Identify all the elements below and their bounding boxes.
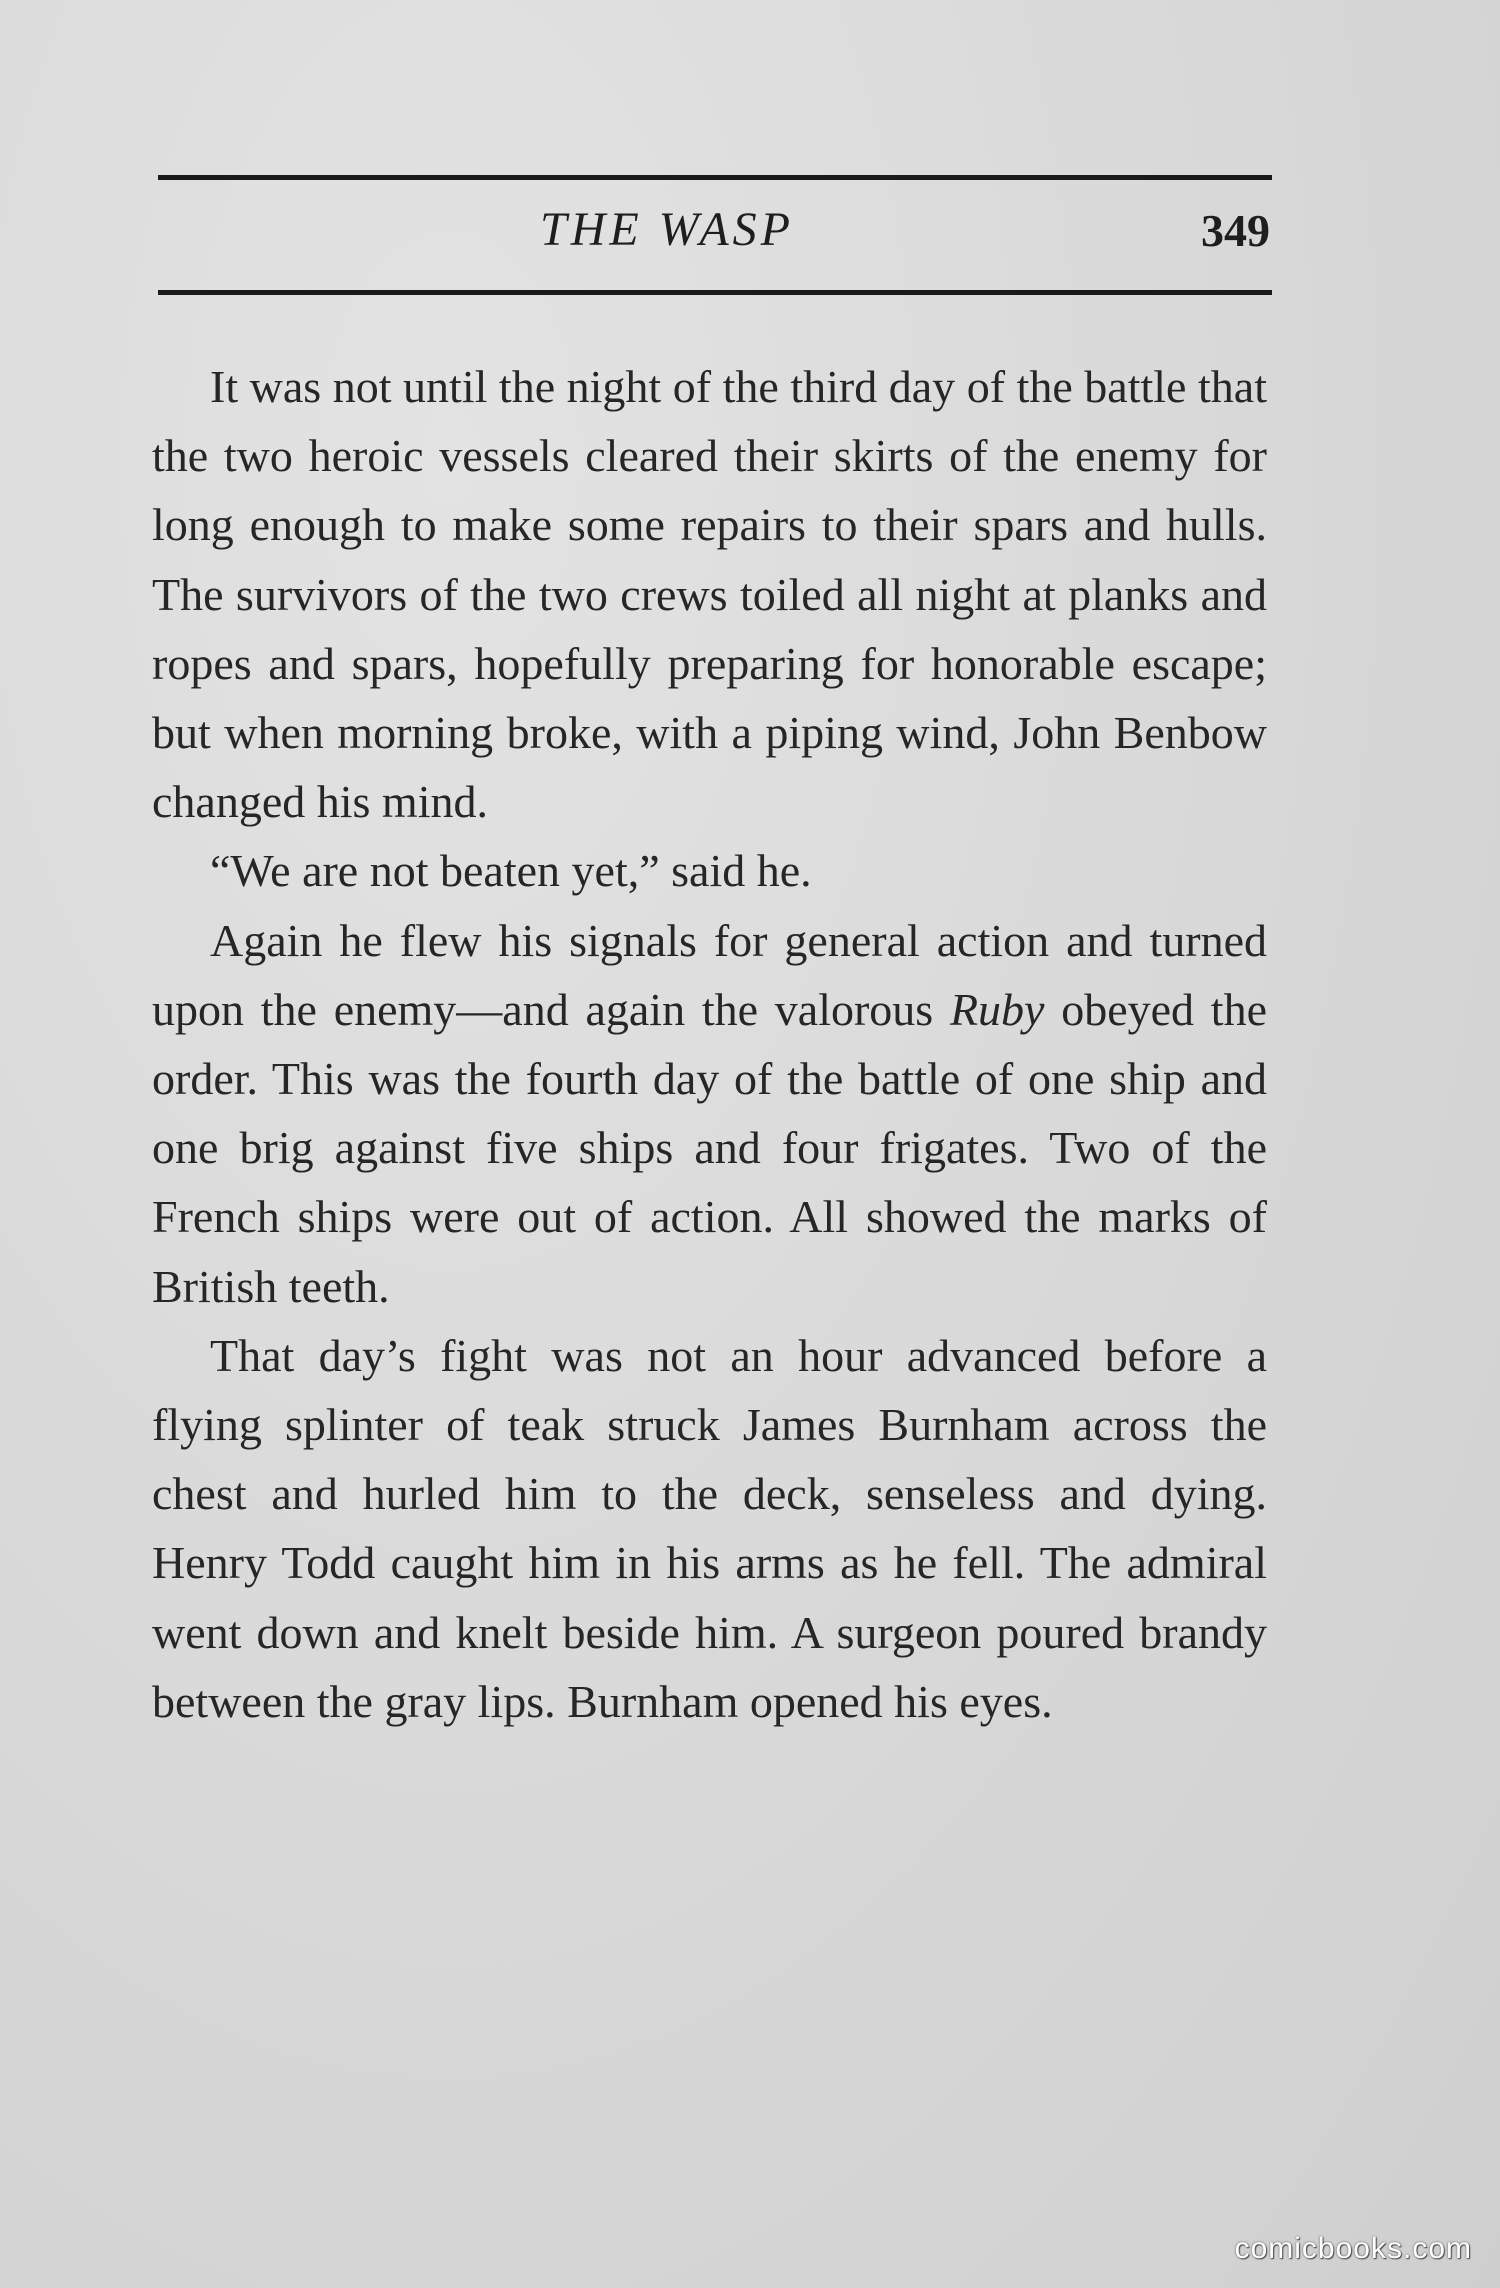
paragraph-2: “We are not beaten yet,” said he. — [210, 845, 812, 897]
paragraph-3-end: obeyed the order. This was the fourth day of the battle of one ship and one brig against five ships and four frigates. Two of the French ships were out of action. All showed the marks of British teeth. — [152, 983, 1267, 1312]
site-watermark: comicbooks.com — [1234, 2232, 1472, 2265]
paragraph-4: That day’s fight was not an hour advanced before a flying splinter of teak struck James Burnham across the chest and hurled him to the deck, senseless and dying. Henry Todd caught him in his arms as he fell. The admiral went down and knelt beside him. A surgeon poured brandy between the gray lips. Burnham opened his eyes. — [152, 1329, 1267, 1727]
page-number: 349 — [1201, 205, 1270, 256]
paragraph-1: It was not until the night of the third day of the battle that the two heroic vessels cleared their skirts of the enemy for long enough to make some repairs to their spars and hulls. The survivors of the two crews toiled all night at planks and ropes and spars, hopefully preparing for honorable escape; but when morning broke, with a piping wind, John Benbow changed his mind. — [152, 361, 1267, 828]
header-rule-bottom — [158, 290, 1272, 295]
ship-name-italic: Ruby — [949, 983, 1045, 1035]
header-rule-top — [158, 175, 1272, 180]
body-text — [152, 352, 1267, 1736]
paragraph-3 — [152, 906, 1267, 1321]
paragraph-3-start: Again he flew his signals for general action and turned upon the enemy—and again the valorous — [152, 914, 1267, 1035]
running-title: THE WASP — [540, 203, 794, 256]
